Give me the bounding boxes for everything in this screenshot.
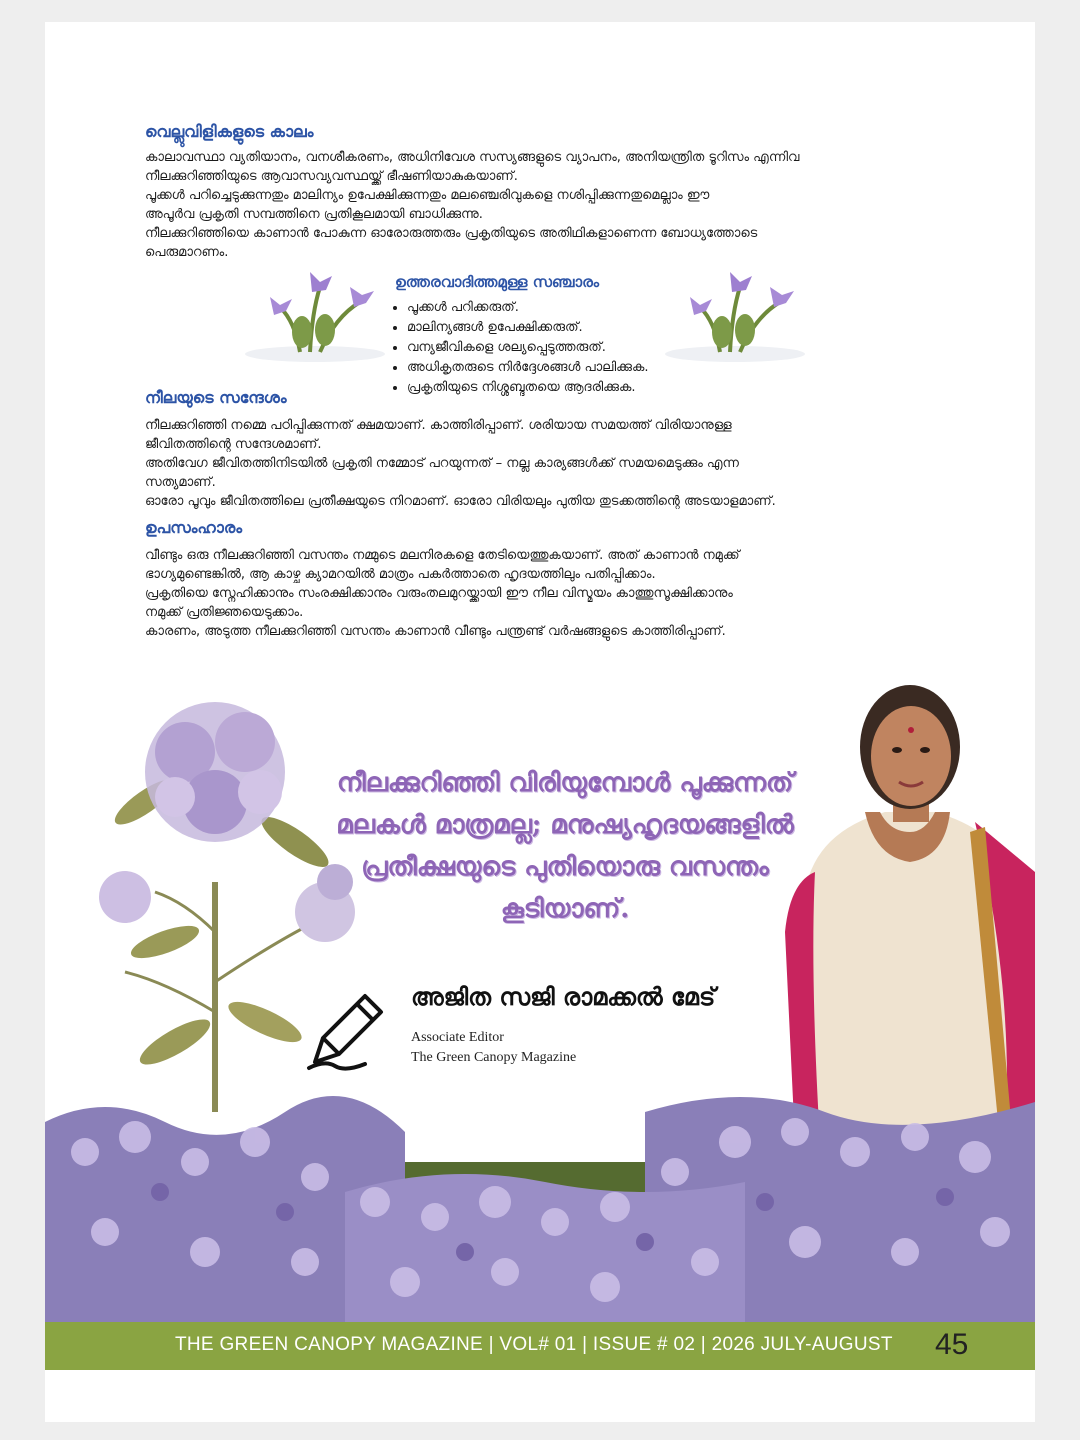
flower-illustration-left [240,262,390,362]
section-heading: നീലയുടെ സന്ദേശം [145,388,287,407]
paragraph-line: ഓരോ പൂവും ജീവിതത്തിലെ പ്രതീക്ഷയുടെ നിറമാണ്. ഓരോ വിരിയലും പുതിയ തുടക്കത്തിന്റെ അടയാളമാണ്. [145,494,776,509]
section-heading: ഉത്തരവാദിത്തമുള്ള സഞ്ചാരം [395,273,600,291]
paragraph-line: പ്രകൃതിയെ സ്നേഹിക്കാനും സംരക്ഷിക്കാനും വരുംതലമുറയ്ക്കായി ഈ നീല വിസ്മയം കാത്തുസൂക്ഷിക്കാനും [145,586,733,601]
flower-field-illustration [45,1082,1035,1322]
paragraph-line: നമുക്ക് പ്രതിജ്ഞയെടുക്കാം. [145,605,304,620]
section-heading: വെല്ലുവിളികളുടെ കാലം [145,122,314,141]
paragraph-line: പൂക്കൾ പറിച്ചെടുക്കുന്നതും മാലിന്യം ഉപേക്ഷിക്കുന്നതും മലഞ്ചെരിവുകളെ നശിപ്പിക്കുന്നതുമെല്ലാം ഈ [145,188,710,203]
paragraph-line: നീലക്കുറിഞ്ഞിയെ കാണാൻ പോകുന്ന ഓരോരുത്തരും പ്രകൃതിയുടെ അതിഥികളാണെന്ന ബോധ്യത്തോടെ [145,226,758,241]
page-footer [45,1322,1035,1370]
pull-quote [335,762,795,930]
quote-line: നീലക്കുറിഞ്ഞി വിരിയുമ്പോൾ പൂക്കുന്നത് [336,768,794,798]
paragraph-line: സത്യമാണ്. [145,475,216,490]
list-item: • അധികൃതരുടെ നിർദ്ദേശങ്ങൾ പാലിക്കുക. [407,358,705,378]
magazine-page [45,22,1035,1422]
responsible-travel-box [385,270,705,398]
author-name: അജിത സജി രാമക്കൽ മേട് [411,982,716,1011]
paragraph-line: ഭാഗ്യമുണ്ടെങ്കിൽ, ആ കാഴ്ച ക്യാമറയിൽ മാത്രം പകർത്താതെ ഹൃദയത്തിലും പതിപ്പിക്കാം. [145,567,656,582]
author-portrait [775,672,1035,1142]
role-title: Associate Editor [411,1030,504,1045]
section-conclusion [145,516,940,641]
paragraph-line: നീലക്കുറിഞ്ഞിയുടെ ആവാസവ്യവസ്ഥയ്ക്ക് ഭീഷണിയാകുകയാണ്. [145,169,518,184]
quote-line: മലകൾ മാത്രമല്ല; മനുഷ്യഹൃദയങ്ങളിൽ [336,810,794,840]
footer-publication-info: THE GREEN CANOPY MAGAZINE | VOL# 01 | ISSUE # 02 | 2026 JULY-AUGUST [175,1334,893,1355]
publication-name: The Green Canopy Magazine [411,1050,577,1065]
list-item: • പ്രകൃതിയുടെ നിശ്ശബ്ദതയെ ആദരിക്കുക. [407,378,705,398]
paragraph-line: അപൂർവ പ്രകൃതി സമ്പത്തിനെ പ്രതികൂലമായി ബാധിക്കുന്നു. [145,207,483,222]
paragraph-line: ജീവിതത്തിന്റെ സന്ദേശമാണ്. [145,437,322,452]
paragraph-line: വീണ്ടും ഒരു നീലക്കുറിഞ്ഞി വസന്തം നമ്മുടെ മലനിരകളെ തേടിയെത്തുകയാണ്. അത് കാണാൻ നമുക്ക് [145,548,740,563]
rules-list [385,298,705,398]
pen-writing-icon [305,990,389,1074]
section-challenges [145,120,935,262]
paragraph-line: പെരുമാറണം. [145,245,229,260]
page-number: 45 [935,1328,969,1361]
quote-line: പ്രതീക്ഷയുടെ പുതിയൊരു വസന്തം [361,852,769,882]
author-role [411,1028,576,1068]
section-heading: ഉപസംഹാരം [145,518,243,537]
quote-line: കൂടിയാണ്. [500,894,630,924]
paragraph-line: കാരണം, അടുത്ത നീലക്കുറിഞ്ഞി വസന്തം കാണാൻ വീണ്ടും പന്ത്രണ്ട് വർഷങ്ങളുടെ കാത്തിരിപ്പാണ്. [145,624,726,639]
list-item: • പൂക്കൾ പറിക്കരുത്. [407,298,705,318]
paragraph-line: അതിവേഗ ജീവിതത്തിനിടയിൽ പ്രകൃതി നമ്മോട് പറയുന്നത് – നല്ല കാര്യങ്ങൾക്ക് സമയമെടുക്കും എന്ന [145,456,739,471]
list-item: • വന്യജീവികളെ ശല്യപ്പെടുത്തരുത്. [407,338,705,358]
paragraph-line: നീലക്കുറിഞ്ഞി നമ്മെ പഠിപ്പിക്കുന്നത് ക്ഷമയാണ്. കാത്തിരിപ്പാണ്. ശരിയായ സമയത്ത് വിരിയാനുള്ള [145,418,732,433]
list-item: • മാലിന്യങ്ങൾ ഉപേക്ഷിക്കരുത്. [407,318,705,338]
paragraph-line: കാലാവസ്ഥാ വ്യതിയാനം, വനശീകരണം, അധിനിവേശ സസ്യങ്ങളുടെ വ്യാപനം, അനിയന്ത്രിത ടൂറിസം എന്നിവ [145,150,800,165]
section-message [145,386,940,511]
